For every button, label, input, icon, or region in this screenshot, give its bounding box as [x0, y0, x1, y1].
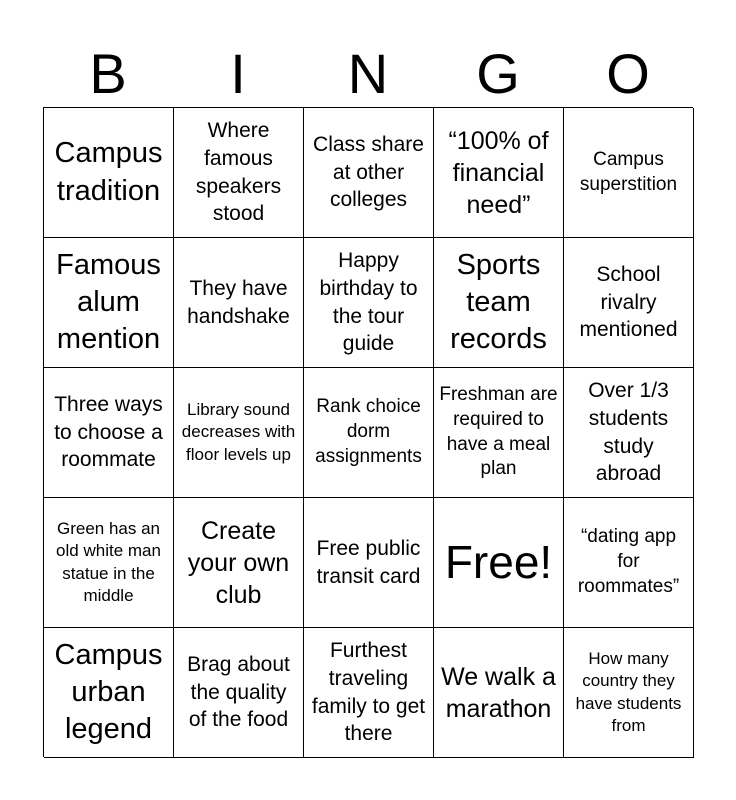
- header-letter-b: B: [89, 42, 127, 105]
- cell-text: Campus tradition: [54, 137, 163, 207]
- bingo-cell[interactable]: [44, 368, 174, 498]
- cell-text: Over 1/3 students study abroad: [588, 379, 669, 486]
- cell-text: Famous alum mention: [56, 248, 161, 356]
- cell-text: Class share at other colleges: [313, 132, 424, 212]
- cell-text: School rivalry mentioned: [579, 262, 678, 342]
- bingo-cell[interactable]: [44, 628, 174, 758]
- cell-text: How many country they have students from: [575, 648, 682, 735]
- cell-text: Freshman are required to have a meal plan: [439, 384, 558, 480]
- cell-text: Green has an old white man statue in the middle: [56, 518, 161, 605]
- bingo-cell[interactable]: [174, 368, 304, 498]
- cell-text: “dating app for roommates”: [577, 526, 680, 597]
- cell-text: Campus superstition: [579, 148, 678, 195]
- bingo-cell[interactable]: [174, 498, 304, 628]
- cell-text: Library sound decreases with floor levels up: [181, 399, 296, 464]
- bingo-cell[interactable]: [434, 108, 564, 238]
- bingo-cell[interactable]: [174, 628, 304, 758]
- bingo-cell[interactable]: [304, 628, 434, 758]
- bingo-cell-free-space[interactable]: [434, 498, 564, 628]
- cell-text: Brag about the quality of the food: [187, 652, 290, 732]
- bingo-cell[interactable]: [304, 498, 434, 628]
- bingo-cell[interactable]: [564, 368, 694, 498]
- bingo-cell[interactable]: [434, 628, 564, 758]
- cell-text: Free!: [444, 536, 553, 589]
- bingo-cell[interactable]: [44, 238, 174, 368]
- header-letter-i: I: [230, 42, 246, 105]
- bingo-cell[interactable]: [304, 368, 434, 498]
- bingo-cell[interactable]: [304, 108, 434, 238]
- bingo-cell[interactable]: [304, 238, 434, 368]
- header-letter-n: N: [347, 42, 389, 105]
- bingo-cell[interactable]: [564, 238, 694, 368]
- cell-text: Where famous speakers stood: [195, 119, 282, 226]
- header-letter-o: O: [606, 42, 650, 105]
- bingo-cell[interactable]: [174, 238, 304, 368]
- bingo-cell[interactable]: [174, 108, 304, 238]
- bingo-cell[interactable]: [564, 498, 694, 628]
- bingo-cell[interactable]: [564, 108, 694, 238]
- cell-text: Sports team records: [450, 248, 547, 356]
- bingo-cell[interactable]: [434, 238, 564, 368]
- cell-text: Three ways to choose a roommate: [54, 392, 163, 472]
- bingo-cell[interactable]: [44, 108, 174, 238]
- cell-text: Campus urban legend: [54, 638, 163, 746]
- cell-text: They have handshake: [187, 276, 290, 328]
- header-letter-g: G: [476, 42, 520, 105]
- cell-text: Free public transit card: [316, 536, 421, 588]
- cell-text: Create your own club: [187, 516, 290, 609]
- cell-text: Happy birthday to the tour guide: [319, 249, 418, 356]
- cell-text: “100% of financial need”: [448, 126, 549, 219]
- cell-text: Furthest traveling family to get there: [311, 639, 426, 746]
- cell-text: Rank choice dorm assignments: [315, 396, 422, 467]
- bingo-header: [43, 40, 693, 108]
- bingo-cell[interactable]: [564, 628, 694, 758]
- cell-text: We walk a marathon: [441, 662, 556, 723]
- bingo-cell[interactable]: [434, 368, 564, 498]
- bingo-cell[interactable]: [44, 498, 174, 628]
- bingo-board: [43, 107, 693, 757]
